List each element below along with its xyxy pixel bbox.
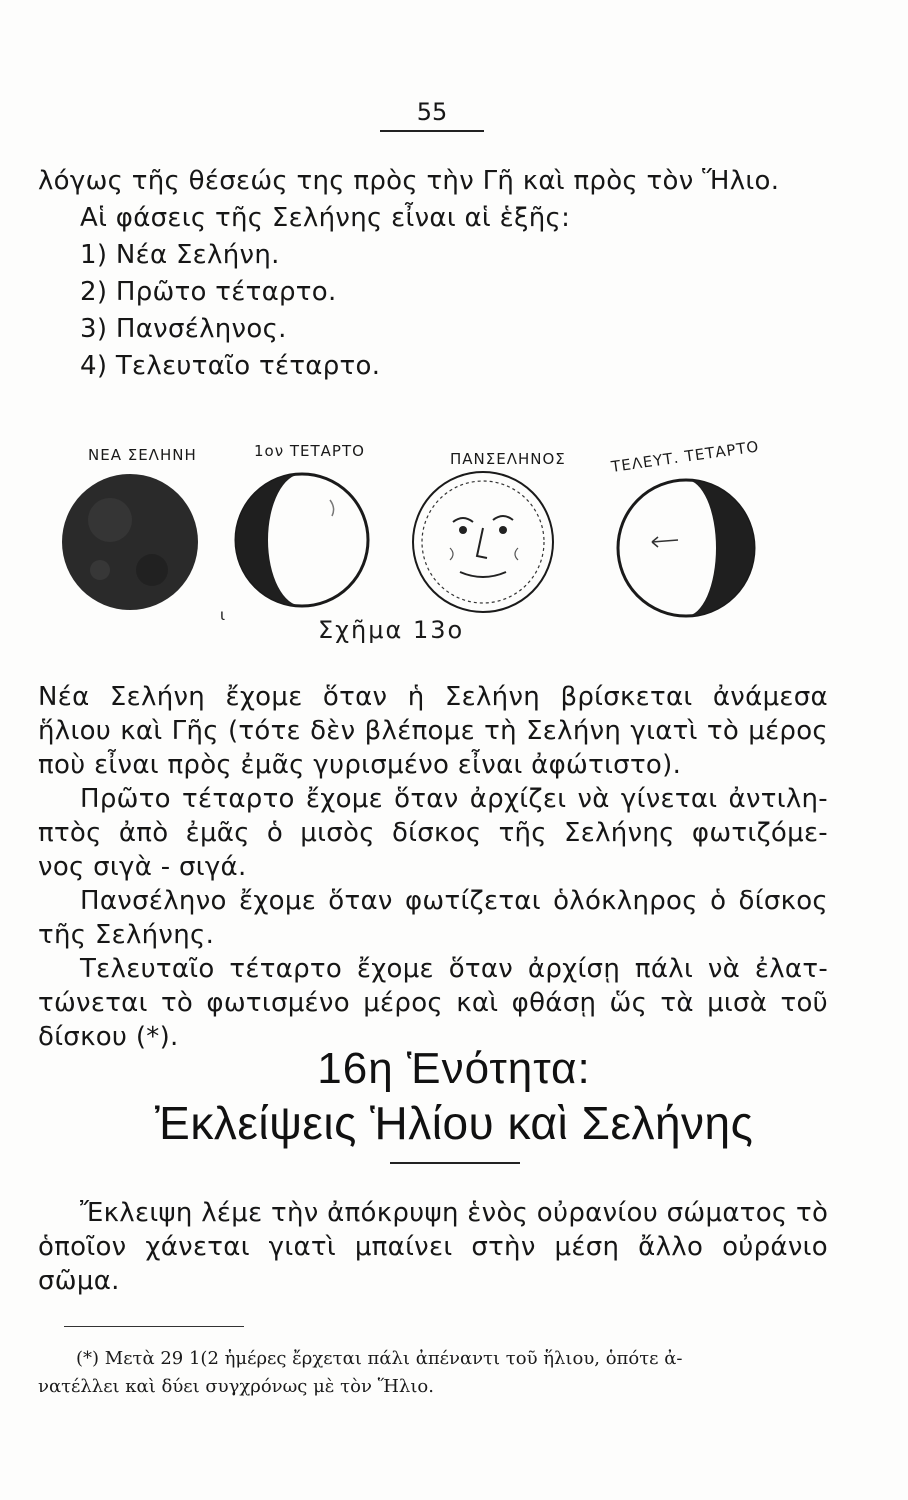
footnote-rule xyxy=(64,1326,244,1327)
phase-item-1: 1) Νέα Σελήνη. xyxy=(80,240,280,270)
section-title: Ἐκλείψεις Ἡλίου καὶ Σελήνης xyxy=(154,1097,754,1149)
footnote-line-1: (*) Μετὰ 29 1(2 ἡμέρες ἔρχεται πάλι ἀπέναντι τοῦ ἥλιου, ὁπότε ἀ- xyxy=(76,1348,683,1369)
eclipse-line-1: Ἔκλειψη λέμε τὴν ἀπόκρυψη ἑνὸς οὐρανίου σώματος τὸ xyxy=(80,1198,829,1228)
label-full-moon: ΠΑΝΣΕΛΗΝΟΣ xyxy=(450,450,566,468)
label-new-moon: ΝΕΑ ΣΕΛΗΝΗ xyxy=(88,446,197,464)
page-number: 55 xyxy=(380,98,484,132)
body-line-2: ἥλιου καὶ Γῆς (τότε δὲν βλέπομε τὴ Σελήνη γιατὶ τὸ μέρος xyxy=(38,716,828,746)
body-line-4: Πρῶτο τέταρτο ἔχομε ὅταν ἀρχίζει νὰ γίνεται ἀντιλη- xyxy=(80,784,828,814)
body-line-1: Νέα Σελήνη ἔχομε ὅταν ἡ Σελήνη βρίσκεται ἀνάμεσα xyxy=(38,682,828,712)
phase-item-2: 2) Πρῶτο τέταρτο. xyxy=(80,277,337,307)
phase-item-4: 4) Τελευταῖο τέταρτο. xyxy=(80,351,381,381)
body-line-8: τῆς Σελήνης. xyxy=(38,920,215,950)
last-quarter-drawing xyxy=(618,480,754,616)
body-line-6: νος σιγὰ - σιγά. xyxy=(38,852,247,882)
first-quarter-drawing xyxy=(220,474,368,624)
eclipse-line-2: ὁποῖον χάνεται γιατὶ μπαίνει στὴν μέση ἄλλο οὐράνιο xyxy=(38,1232,828,1262)
svg-text:ι: ι xyxy=(220,606,227,624)
phase-item-3: 3) Πανσέληνος. xyxy=(80,314,287,344)
intro-line-1: λόγως τῆς θέσεώς της πρὸς τὴν Γῆ καὶ πρὸς τὸν Ἥλιο. xyxy=(38,166,780,196)
new-moon-drawing xyxy=(62,474,198,610)
body-line-9: Τελευταῖο τέταρτο ἔχομε ὅταν ἀρχίσῃ πάλι νὰ ἐλατ- xyxy=(80,954,828,984)
heading-rule xyxy=(390,1162,520,1164)
moon-phases-figure xyxy=(40,430,870,670)
figure-caption: Σχῆμα 13ο xyxy=(318,616,465,644)
eclipse-line-3: σῶμα. xyxy=(38,1266,120,1296)
unit-heading: 16η Ἑνότητα: xyxy=(317,1044,591,1093)
body-line-10: τώνεται τὸ φωτισμένο μέρος καὶ φθάσῃ ὥς τὰ μισὰ τοῦ xyxy=(38,988,828,1018)
body-line-11: δίσκου (*). xyxy=(38,1022,179,1052)
full-moon-drawing xyxy=(413,472,553,612)
body-line-3: ποὺ εἶναι πρὸς ἐμᾶς γυρισμένο εἶναι ἀφώτιστο). xyxy=(38,750,682,780)
body-line-7: Πανσέληνο ἔχομε ὅταν φωτίζεται ὁλόκληρος ὁ δίσκος xyxy=(80,886,828,916)
label-first-quarter: 1ον ΤΕΤΑΡΤΟ xyxy=(254,442,365,460)
label-last-quarter: ΤΕΛΕΥΤ. ΤΕΤΑΡΤΟ xyxy=(610,437,761,476)
body-line-5: πτὸς ἀπὸ ἐμᾶς ὁ μισὸς δίσκος τῆς Σελήνης φωτιζόμε- xyxy=(38,818,828,848)
intro-line-2: Αἱ φάσεις τῆς Σελήνης εἶναι αἱ ἑξῆς: xyxy=(80,203,571,233)
footnote-line-2: νατέλλει καὶ δύει συγχρόνως μὲ τὸν Ἥλιο. xyxy=(38,1376,434,1397)
